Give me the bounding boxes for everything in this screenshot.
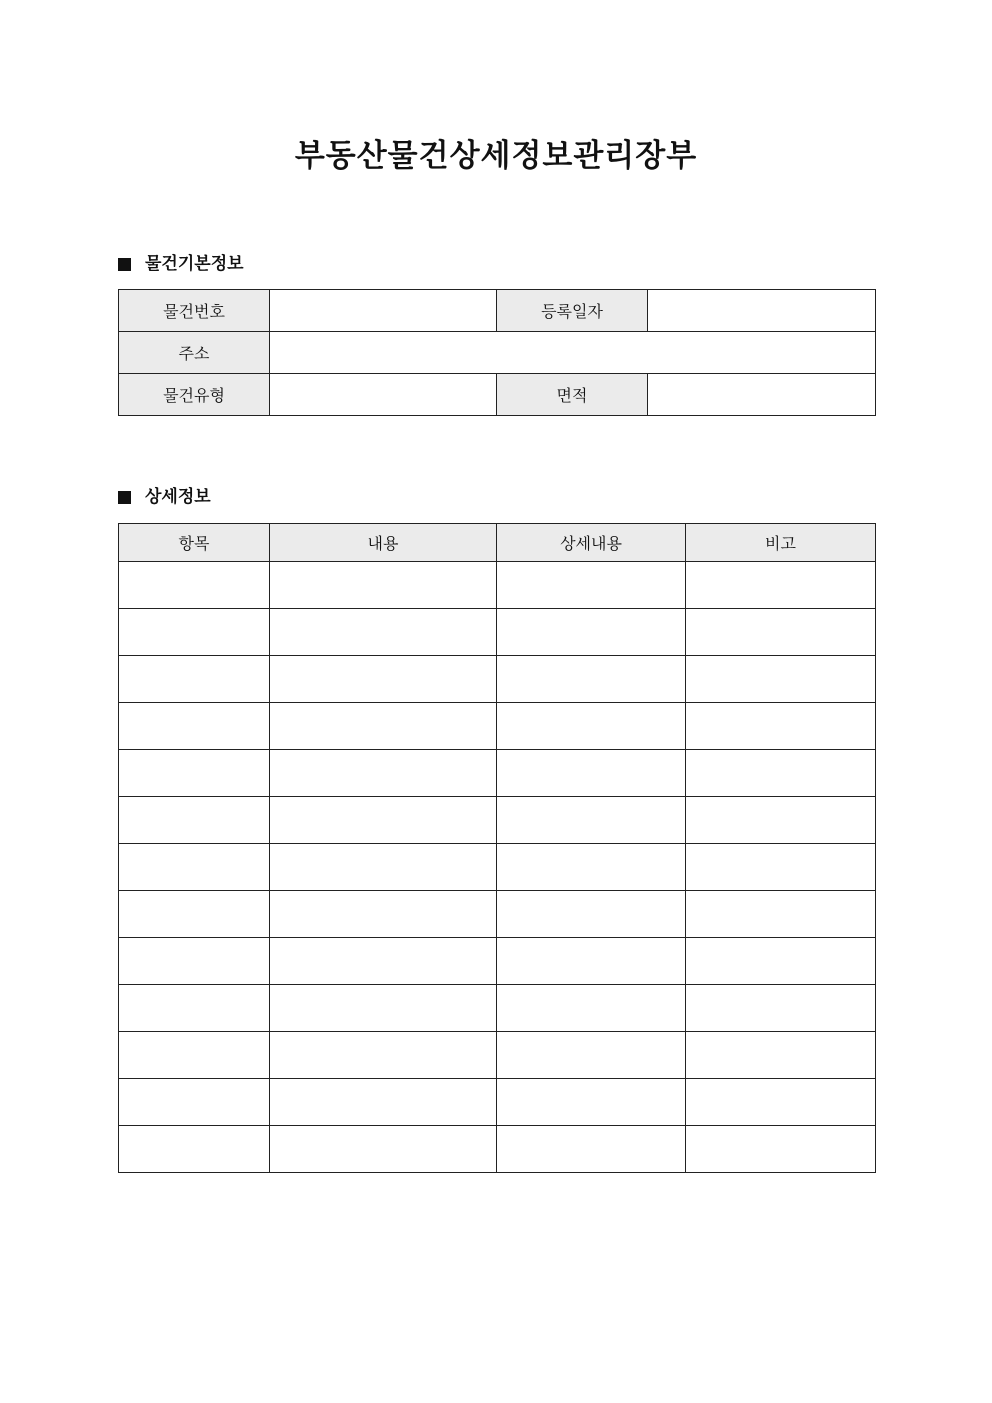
table-row: [119, 938, 876, 985]
property-type-label: 물건유형: [119, 374, 270, 416]
table-header-row: [119, 524, 876, 562]
remarks-cell[interactable]: [686, 656, 876, 703]
item-cell[interactable]: [119, 1079, 270, 1126]
registration-date-field[interactable]: [648, 290, 876, 332]
table-row: [119, 1032, 876, 1079]
remarks-cell[interactable]: [686, 985, 876, 1032]
detail-content-cell[interactable]: [497, 562, 686, 609]
address-label: 주소: [119, 332, 270, 374]
column-header-content: 내용: [270, 524, 497, 562]
content-cell[interactable]: [270, 985, 497, 1032]
content-cell[interactable]: [270, 844, 497, 891]
remarks-cell[interactable]: [686, 562, 876, 609]
remarks-cell[interactable]: [686, 750, 876, 797]
remarks-cell[interactable]: [686, 938, 876, 985]
document-title: 부동산물건상세정보관리장부: [294, 138, 698, 174]
square-bullet-icon: [118, 258, 131, 271]
table-row: [119, 332, 876, 374]
detail-content-cell[interactable]: [497, 844, 686, 891]
item-cell[interactable]: [119, 797, 270, 844]
table-row: [119, 797, 876, 844]
content-cell[interactable]: [270, 562, 497, 609]
item-cell[interactable]: [119, 1126, 270, 1173]
detail-content-cell[interactable]: [497, 750, 686, 797]
detail-content-cell[interactable]: [497, 797, 686, 844]
property-type-field[interactable]: [270, 374, 497, 416]
content-cell[interactable]: [270, 938, 497, 985]
detail-content-cell[interactable]: [497, 1079, 686, 1126]
content-cell[interactable]: [270, 891, 497, 938]
item-cell[interactable]: [119, 609, 270, 656]
item-cell[interactable]: [119, 750, 270, 797]
content-cell[interactable]: [270, 703, 497, 750]
remarks-cell[interactable]: [686, 1032, 876, 1079]
content-cell[interactable]: [270, 797, 497, 844]
table-row: [119, 562, 876, 609]
registration-date-label: 등록일자: [497, 290, 648, 332]
section-heading-detail-info: [118, 485, 211, 509]
item-cell[interactable]: [119, 703, 270, 750]
detail-content-cell[interactable]: [497, 1032, 686, 1079]
column-header-detail-content: 상세내용: [497, 524, 686, 562]
property-number-field[interactable]: [270, 290, 497, 332]
item-cell[interactable]: [119, 891, 270, 938]
remarks-cell[interactable]: [686, 703, 876, 750]
table-row: [119, 609, 876, 656]
detail-content-cell[interactable]: [497, 609, 686, 656]
item-cell[interactable]: [119, 938, 270, 985]
detail-table-body: [119, 562, 876, 1173]
table-row: [119, 656, 876, 703]
item-cell[interactable]: [119, 1032, 270, 1079]
item-cell[interactable]: [119, 844, 270, 891]
content-cell[interactable]: [270, 1032, 497, 1079]
column-header-remarks: 비고: [686, 524, 876, 562]
section-heading-label: 상세정보: [145, 487, 211, 507]
area-label: 면적: [497, 374, 648, 416]
detail-info-table: [118, 523, 876, 1173]
detail-content-cell[interactable]: [497, 938, 686, 985]
basic-info-table: [118, 289, 876, 416]
section-heading-basic-info: [118, 252, 244, 276]
content-cell[interactable]: [270, 656, 497, 703]
remarks-cell[interactable]: [686, 797, 876, 844]
remarks-cell[interactable]: [686, 609, 876, 656]
remarks-cell[interactable]: [686, 891, 876, 938]
remarks-cell[interactable]: [686, 1126, 876, 1173]
table-row: [119, 985, 876, 1032]
item-cell[interactable]: [119, 562, 270, 609]
detail-content-cell[interactable]: [497, 1126, 686, 1173]
column-header-item: 항목: [119, 524, 270, 562]
table-row: [119, 290, 876, 332]
property-number-label: 물건번호: [119, 290, 270, 332]
detail-content-cell[interactable]: [497, 703, 686, 750]
table-row: [119, 844, 876, 891]
content-cell[interactable]: [270, 1079, 497, 1126]
remarks-cell[interactable]: [686, 1079, 876, 1126]
content-cell[interactable]: [270, 1126, 497, 1173]
table-row: [119, 703, 876, 750]
detail-content-cell[interactable]: [497, 985, 686, 1032]
table-row: [119, 891, 876, 938]
square-bullet-icon: [118, 491, 131, 504]
item-cell[interactable]: [119, 985, 270, 1032]
table-row: [119, 1079, 876, 1126]
address-field[interactable]: [270, 332, 876, 374]
item-cell[interactable]: [119, 656, 270, 703]
table-row: [119, 374, 876, 416]
content-cell[interactable]: [270, 609, 497, 656]
section-heading-label: 물건기본정보: [145, 254, 244, 274]
remarks-cell[interactable]: [686, 844, 876, 891]
detail-content-cell[interactable]: [497, 891, 686, 938]
content-cell[interactable]: [270, 750, 497, 797]
area-field[interactable]: [648, 374, 876, 416]
table-row: [119, 1126, 876, 1173]
detail-content-cell[interactable]: [497, 656, 686, 703]
table-row: [119, 750, 876, 797]
